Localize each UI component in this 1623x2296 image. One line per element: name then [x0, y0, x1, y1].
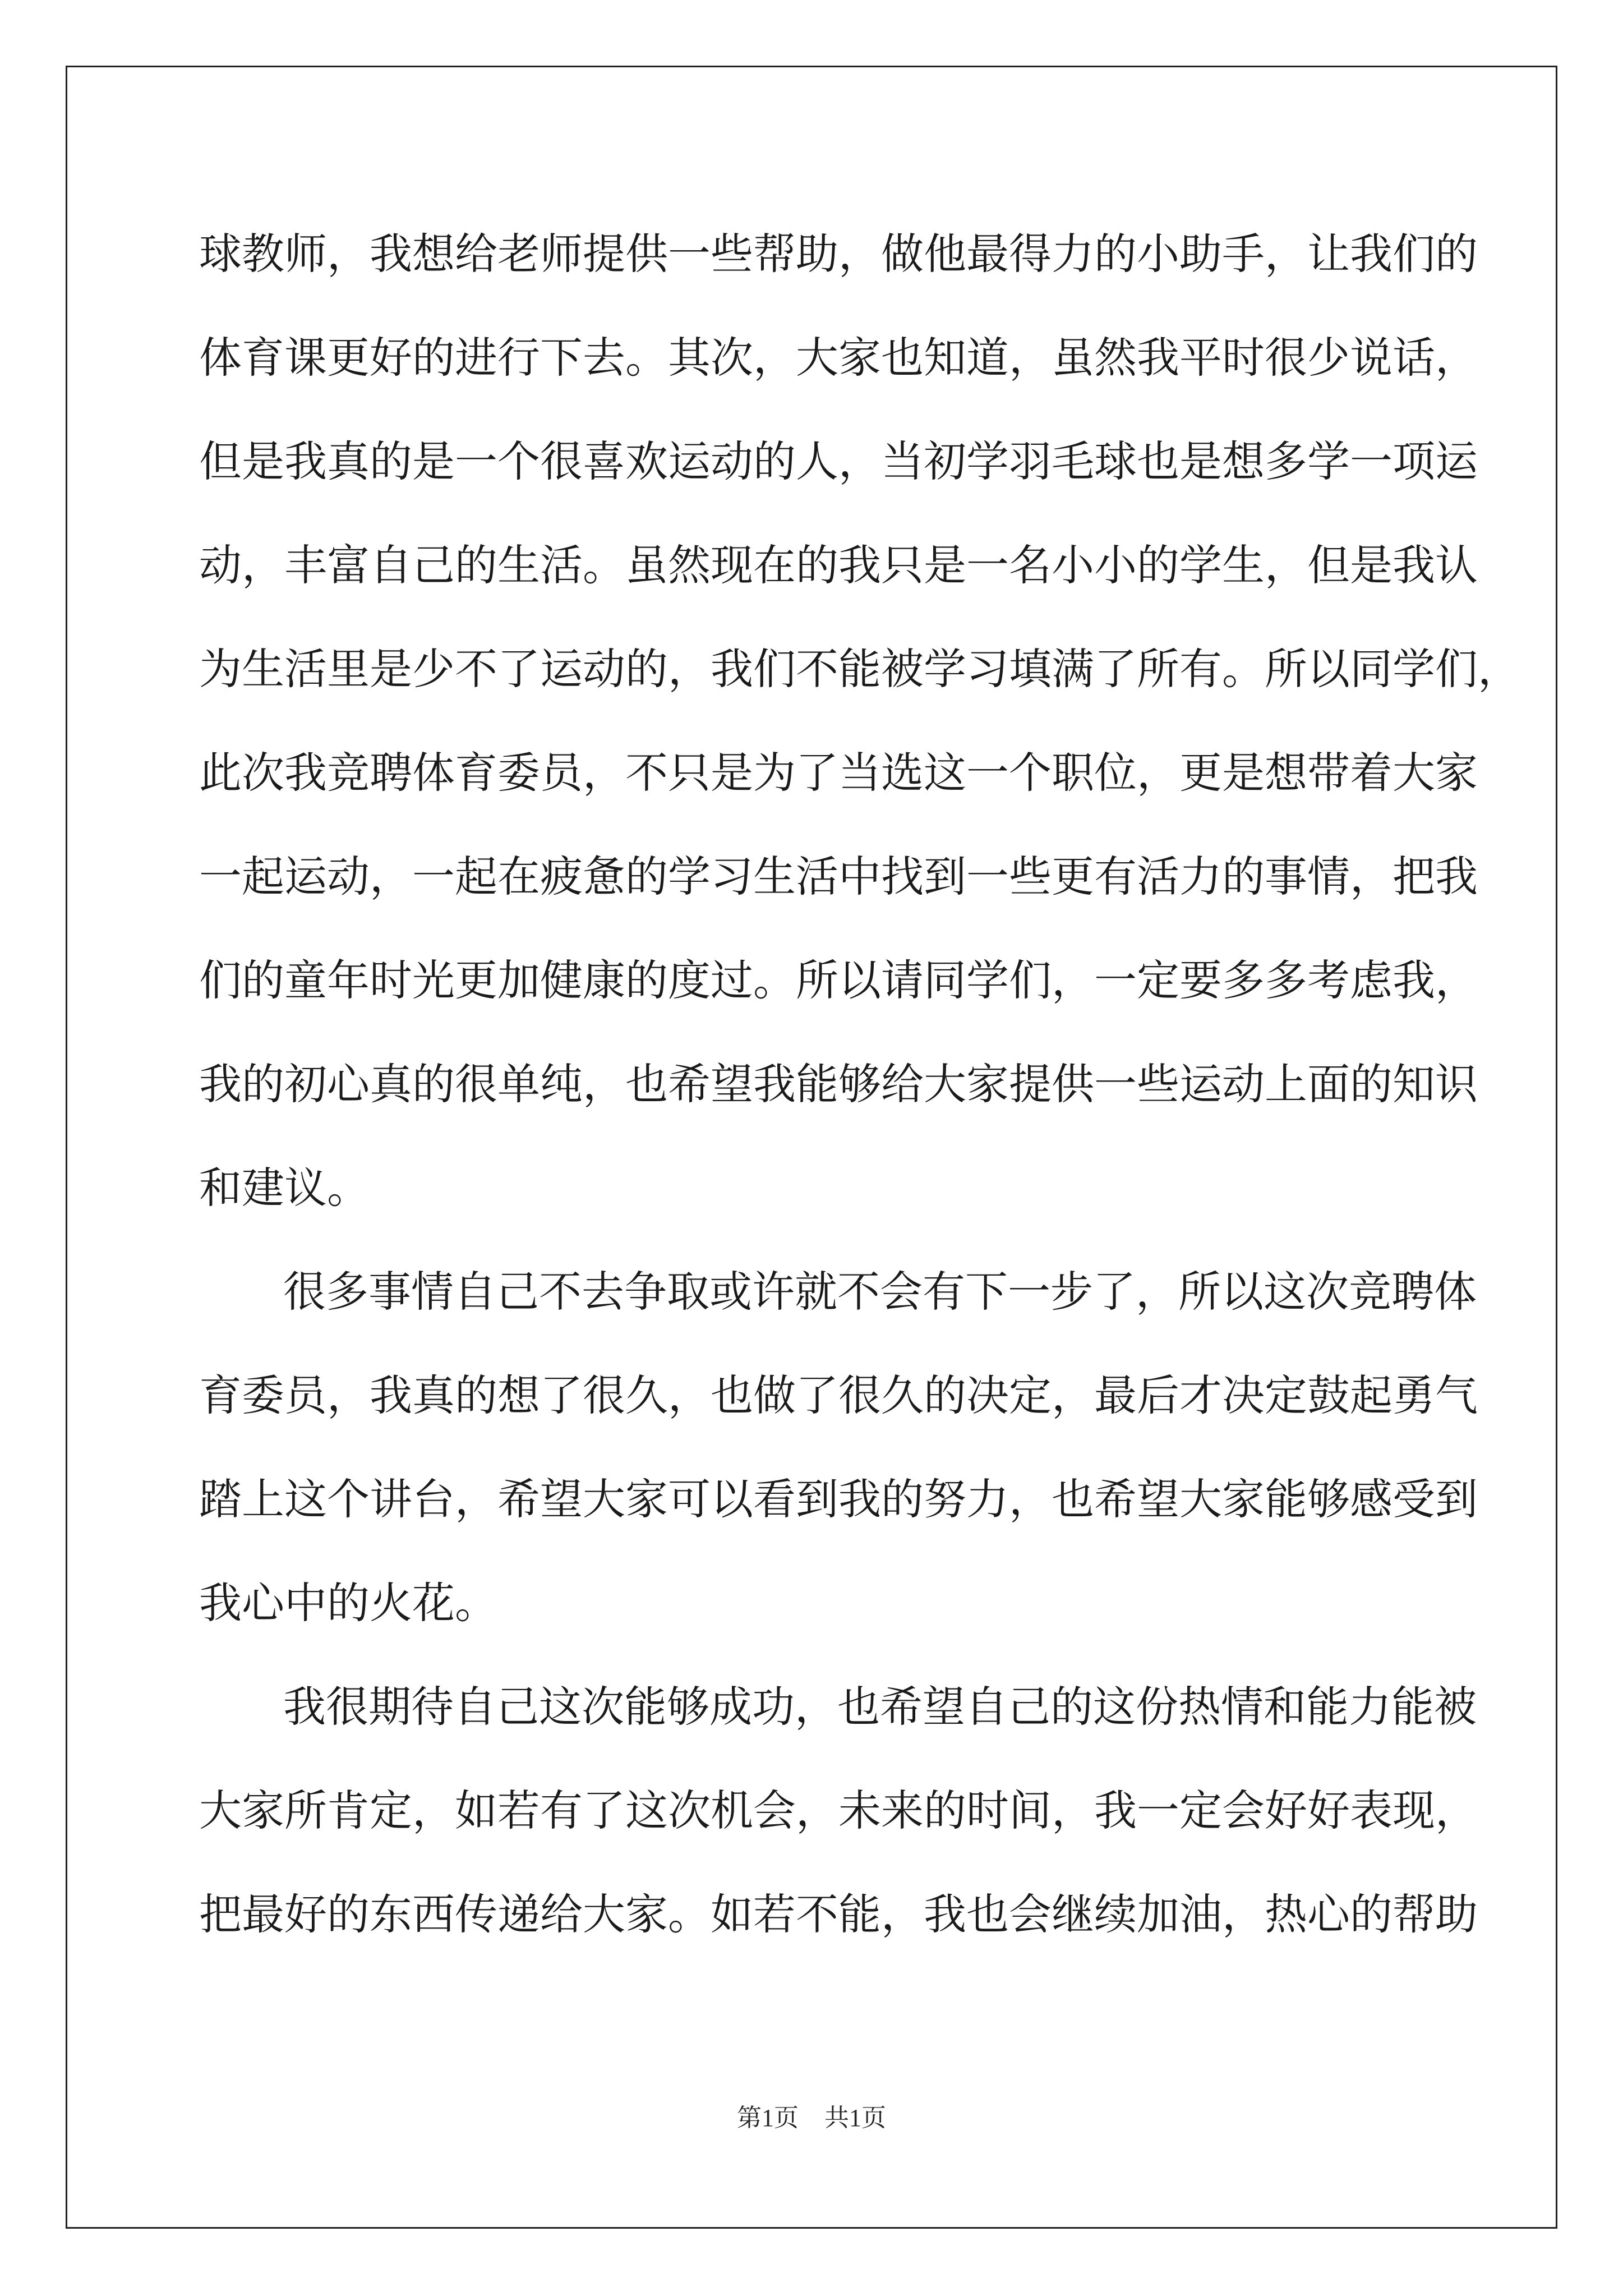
text-line: 动，丰富自己的生活。虽然现在的我只是一名小小的学生，但是我认 — [199, 540, 1478, 590]
page-total: 共1页 — [824, 2104, 886, 2132]
document-body — [199, 202, 1520, 1966]
text-line: 大家所肯定，如若有了这次机会，未来的时间，我一定会好好表现， — [199, 1786, 1478, 1835]
text-line: 我心中的火花。 — [199, 1578, 497, 1628]
text-line: 们的童年时光更加健康的度过。所以请同学们，一定要多多考虑我， — [199, 955, 1478, 1005]
text-line: 但是我真的是一个很喜欢运动的人，当初学羽毛球也是想多学一项运 — [199, 436, 1478, 486]
text-line: 球教师，我想给老师提供一些帮助，做他最得力的小助手，让我们的 — [199, 229, 1478, 279]
text-line: 育委员，我真的想了很久，也做了很久的决定，最后才决定鼓起勇气 — [199, 1370, 1478, 1420]
text-line: 我很期待自己这次能够成功，也希望自己的这份热情和能力能被 — [283, 1682, 1477, 1732]
text-line: 把最好的东西传递给大家。如若不能，我也会继续加油，热心的帮助 — [199, 1889, 1478, 1939]
text-line: 为生活里是少不了运动的，我们不能被学习填满了所有。所以同学们， — [199, 644, 1520, 694]
page-number: 第1页 — [737, 2104, 799, 2132]
text-line: 此次我竞聘体育委员，不只是为了当选这一个职位，更是想带着大家 — [199, 748, 1478, 798]
text-line: 我的初心真的很单纯，也希望我能够给大家提供一些运动上面的知识 — [199, 1059, 1478, 1109]
text-line: 一起运动，一起在疲惫的学习生活中找到一些更有活力的事情，把我 — [199, 852, 1478, 901]
text-line: 很多事情自己不去争取或许就不会有下一步了，所以这次竞聘体 — [283, 1267, 1477, 1317]
text-line: 和建议。 — [199, 1163, 370, 1213]
text-line: 体育课更好的进行下去。其次，大家也知道，虽然我平时很少说话， — [199, 333, 1478, 383]
text-line: 踏上这个讲台，希望大家可以看到我的努力，也希望大家能够感受到 — [199, 1474, 1478, 1524]
page-footer — [0, 2101, 1623, 2135]
